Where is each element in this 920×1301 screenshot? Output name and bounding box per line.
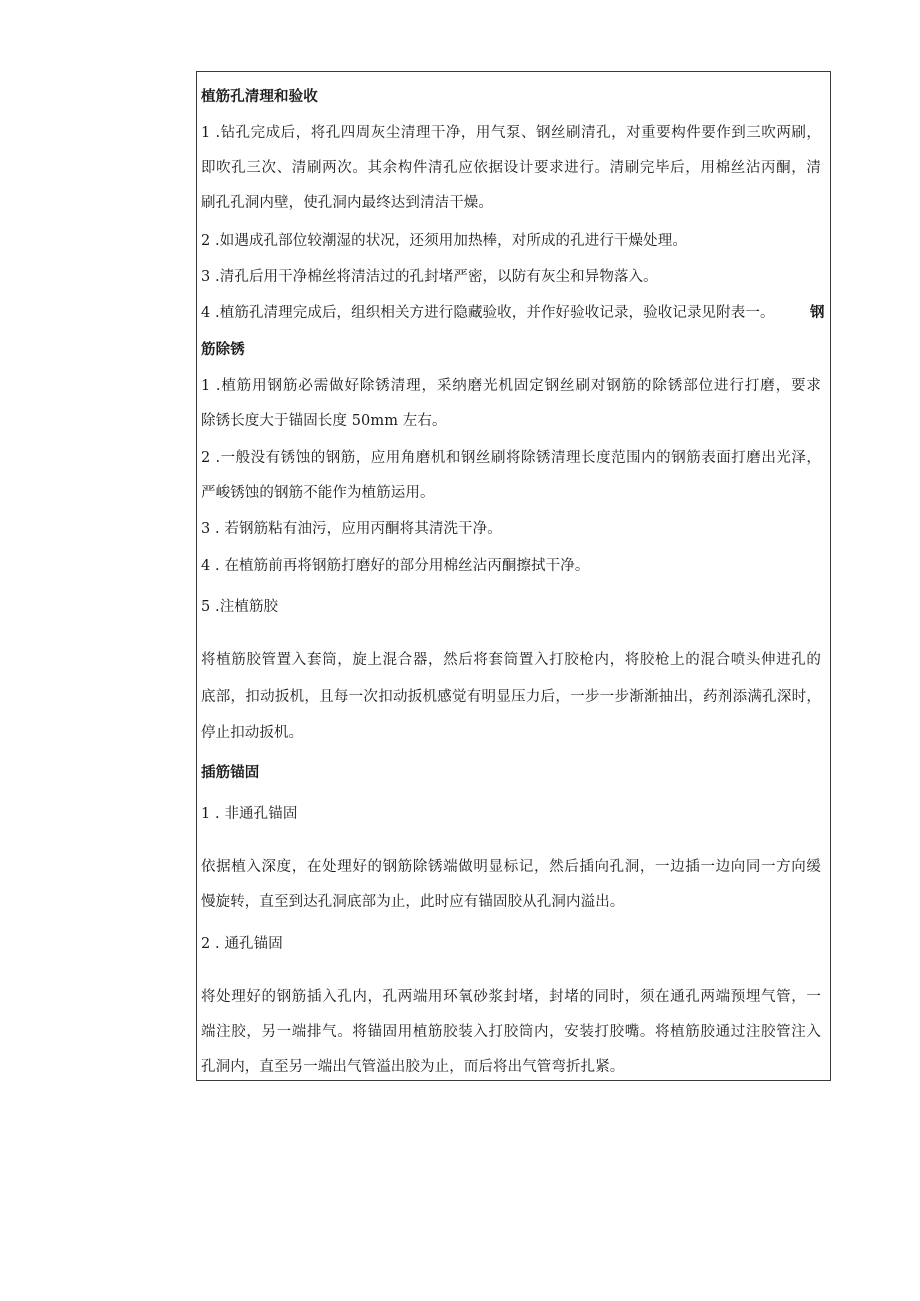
paragraph-line: 孔洞内，直至另一端出气管溢出胶为止，而后将出气管弯折扎紧。 (201, 1059, 625, 1075)
paragraph-line: 底部，扣动扳机，且每一次扣动扳机感觉有明显压力后，一步一步渐渐抽出，药剂添满孔深时， (201, 689, 821, 705)
paragraph-line: 停止扣动扳机。 (201, 725, 304, 741)
paragraph-line: 将植筋胶管置入套筒，旋上混合器，然后将套筒置入打胶枪内，将胶枪上的混合喷头伸进孔的 (201, 652, 821, 668)
paragraph-line: 1 .钻孔完成后，将孔四周灰尘清理干净，用气泵、钢丝刷清孔，对重要构件要作到三吹两刷， (201, 125, 821, 141)
paragraph-line: 严峻锈蚀的钢筋不能作为植筋运用。 (201, 485, 435, 501)
paragraph-line: 端注胶，另一端排气。将锚固用植筋胶装入打胶筒内，安装打胶嘴。将植筋胶通过注胶管注入 (201, 1024, 821, 1040)
section-heading-anchoring: 插筋锚固 (201, 765, 260, 781)
subsection-heading-blind-hole: 1 . 非通孔锚固 (201, 806, 298, 822)
paragraph-line: 慢旋转，直至到达孔洞底部为止，此时应有锚固胶从孔洞内溢出。 (201, 894, 625, 910)
paragraph-line: 2 .如遇成孔部位较潮湿的状况，还须用加热棒，对所成的孔进行干燥处理。 (201, 233, 687, 249)
subsection-heading-through-hole: 2 . 通孔锚固 (201, 936, 283, 952)
paragraph-line: 4 . 在植筋前再将钢筋打磨好的部分用棉丝沾丙酮擦拭干净。 (201, 558, 590, 574)
paragraph-line: 3 . 若钢筋粘有油污，应用丙酮将其清洗干净。 (201, 521, 502, 537)
section-heading-hole-cleaning: 植筋孔清理和验收 (201, 89, 318, 105)
section-heading-rust-removal: 筋除锈 (201, 342, 245, 358)
paragraph-line: 将处理好的钢筋插入孔内，孔两端用环氧砂浆封堵，封堵的同时，须在通孔两端预埋气管，一 (201, 989, 821, 1005)
section-heading-rust-removal-start: 钢 (810, 305, 825, 321)
paragraph-line: 即吹孔三次、清刷两次。其余构件清孔应依据设计要求进行。清刷完毕后，用棉丝沾丙酮，清 (201, 160, 821, 176)
document-table-cell (196, 71, 831, 1081)
paragraph-line: 1 .植筋用钢筋必需做好除锈清理，采纳磨光机固定钢丝刷对钢筋的除锈部位进行打磨，要求 (201, 378, 821, 394)
paragraph-line: 刷孔孔洞内壁，使孔洞内最终达到清洁干燥。 (201, 195, 493, 211)
paragraph-line: 4 .植筋孔清理完成后，组织相关方进行隐藏验收，并作好验收记录，验收记录见附表一。 (201, 305, 775, 321)
paragraph-line: 除锈长度大于锚固长度 50mm 左右。 (201, 413, 447, 429)
subsection-heading-inject-glue: 5 .注植筋胶 (201, 599, 279, 615)
paragraph-line: 依据植入深度，在处理好的钢筋除锈端做明显标记，然后插向孔洞，一边插一边向同一方向缓 (201, 859, 821, 875)
paragraph-line: 2 .一般没有锈蚀的钢筋，应用角磨机和钢丝刷将除锈清理长度范围内的钢筋表面打磨出光泽， (201, 450, 821, 466)
paragraph-line: 3 .清孔后用干净棉丝将清洁过的孔封堵严密，以防有灰尘和异物落入。 (201, 269, 658, 285)
